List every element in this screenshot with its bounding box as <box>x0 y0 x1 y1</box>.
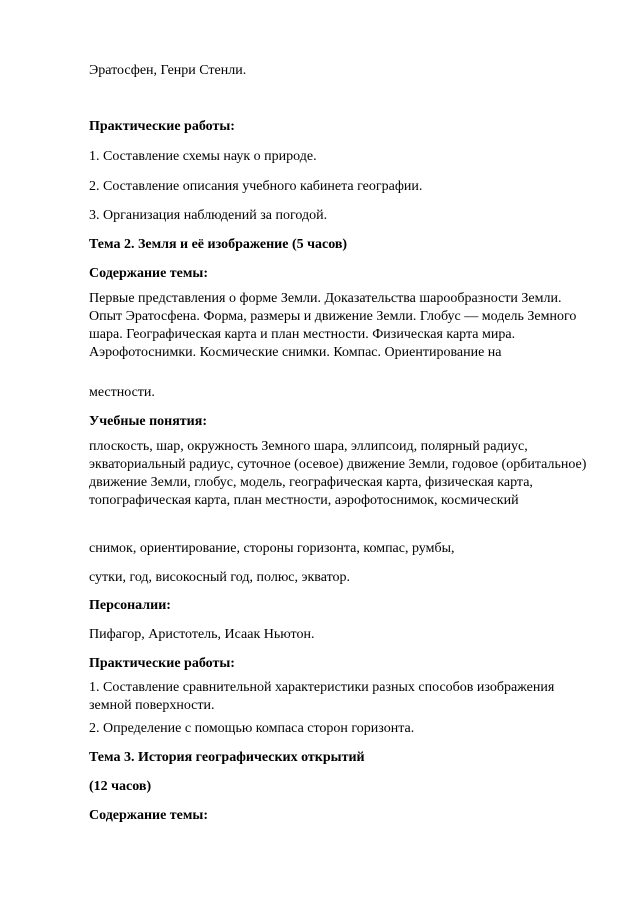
heading-practical-works-2: Практические работы: <box>89 656 235 671</box>
heading-concepts: Учебные понятия: <box>89 414 207 429</box>
heading-topic-content-2: Содержание темы: <box>89 808 209 823</box>
list-item-practical-2: 2. Составление описания учебного кабинета географии. <box>89 179 423 194</box>
paragraph-concepts-3: сутки, год, високосный год, полюс, экватор. <box>89 570 351 585</box>
list-item-practical-1: 1. Составление схемы наук о природе. <box>89 149 317 164</box>
heading-topic-2: Тема 2. Земля и её изображение (5 часов) <box>89 237 348 252</box>
list-item-practical-3: 3. Организация наблюдений за погодой. <box>89 208 328 223</box>
heading-practical-works-1: Практические работы: <box>89 119 235 134</box>
list-item-practical-2-2: 2. Определение с помощью компаса сторон горизонта. <box>89 721 415 736</box>
heading-topic-content-1: Содержание темы: <box>89 266 209 281</box>
heading-persons: Персоналии: <box>89 598 171 613</box>
paragraph-topic-2-content: Первые представления о форме Земли. Доказательства шарообразности Земли. Опыт Эратосфена. Форма, размеры и движение Земли. Глобус — модель Земного шара. Географическая карта и план местности. Физическая карта мира. Аэрофотоснимки. Космические снимки. Компас. Ориентирование на <box>89 291 577 360</box>
heading-topic-3-hours: (12 часов) <box>89 779 152 794</box>
heading-topic-3: Тема 3. История географических открытий <box>89 750 365 765</box>
paragraph-persons: Пифагор, Аристотель, Исаак Ньютон. <box>89 627 315 642</box>
paragraph-names: Эратосфен, Генри Стенли. <box>89 63 247 78</box>
paragraph-topic-2-content-end: местности. <box>89 385 155 400</box>
list-item-practical-2-1: 1. Составление сравнительной характеристики разных способов изображения земной поверхности. <box>89 680 555 713</box>
paragraph-concepts-2: снимок, ориентирование, стороны горизонта, компас, румбы, <box>89 541 455 556</box>
paragraph-concepts: плоскость, шар, окружность Земного шара, эллипсоид, полярный радиус, экваториальный радиус, суточное (осевое) движение Земли, годовое (орбитальное) движение Земли, глобус, модель, географическая карта, физическая карта, топографическая карта, план местности, аэрофотоснимок, космический <box>89 439 587 508</box>
